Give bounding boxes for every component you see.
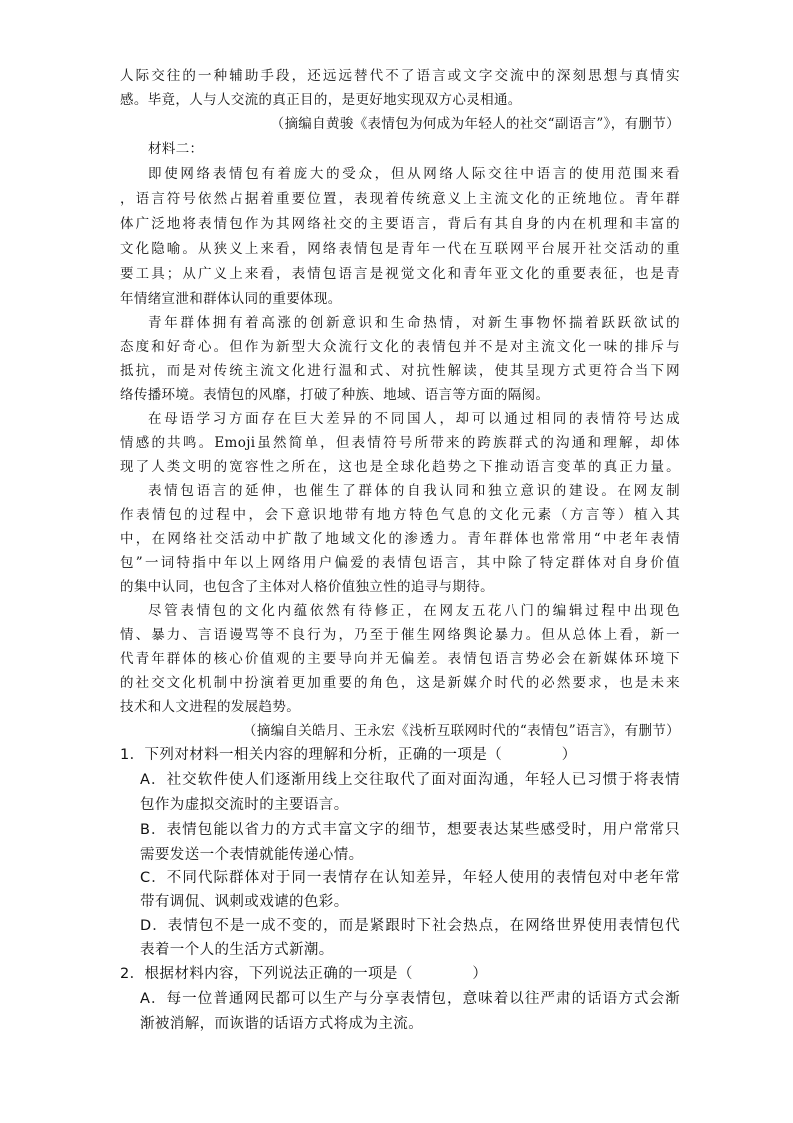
- paragraph-line: 的社交文化机制中扮演着更加重要的角色，这是新媒介时代的必然要求，也是未来: [120, 675, 680, 691]
- question1-option-d[interactable]: D．表情包不是一成不变的，而是紧跟时下社会热点，在网络世界使用表情包代: [140, 918, 680, 934]
- question1-option-a[interactable]: A．社交软件使人们逐渐用线上交往取代了面对面沟通，年轻人已习惯于将表情: [140, 772, 680, 788]
- paragraph-line: 络传播环境。表情包的风靡，打破了种族、地域、语言等方面的隔阂。: [120, 387, 550, 403]
- paragraph-line: 情感的共鸣。Emoji虽然简单，但表情符号所带来的跨族群式的沟通和理解，却体: [120, 435, 680, 451]
- paragraph-line: 年情绪宣泄和群体认同的重要体现。: [120, 291, 342, 307]
- paragraph-line: 中，在网络社交活动中扩散了地域文化的渗透力。青年群体也常常用“中老年表情: [120, 531, 680, 547]
- paragraph-line: 现了人类文明的宽容性之所在，这也是全球化趋势之下推动语言变革的真正力量。: [120, 459, 680, 475]
- question1-option-b-cont: 需要发送一个表情就能传递心情。: [140, 847, 364, 863]
- paragraph-line: 技术和人文进程的发展趋势。: [120, 699, 301, 715]
- paragraph-line: 情、暴力、言语谩骂等不良行为，乃至于催生网络舆论暴力。但从总体上看，新一: [120, 627, 680, 643]
- material2-heading: 材料二：: [148, 141, 204, 157]
- paragraph-line: 尽管表情包的文化内蕴依然有待修正，在网友五花八门的编辑过程中出现色: [148, 603, 680, 619]
- question1-option-d-cont: 表着一个人的生活方式新潮。: [140, 942, 334, 958]
- paragraph-line: 文化隐喻。从狭义上来看，网络表情包是青年一代在互联网平台展开社交活动的重: [120, 241, 680, 257]
- paragraph-line: 代青年群体的核心价值观的主要导向并无偏差。表情包语言势必会在新媒体环境下: [120, 651, 680, 667]
- paragraph-line: 在母语学习方面存在巨大差异的不同国人，却可以通过相同的表情符号达成: [148, 411, 680, 427]
- paragraph-line: 即使网络表情包有着庞大的受众，但从网络人际交往中语言的使用范围来看: [148, 166, 680, 182]
- paragraph-line: 态度和好奇心。但作为新型大众流行文化的表情包并不是对主流文化一味的排斥与: [120, 339, 680, 355]
- question2-option-a-cont: 渐被消解，而诙谐的话语方式将成为主流。: [140, 1016, 424, 1032]
- material1-line: 感。毕竟，人与人交流的真正目的，是更好地实现双方心灵相通。: [120, 92, 522, 108]
- paragraph-line: 作表情包的过程中，会下意识地带有地方特色气息的文化元素（方言等）植入其: [120, 507, 680, 523]
- question1-stem: 1．下列对材料一相关内容的理解和分析，正确的一项是（ ）: [120, 747, 577, 763]
- question2-option-a[interactable]: A．每一位普通网民都可以生产与分享表情包，意味着以往严肃的话语方式会渐: [140, 991, 680, 1007]
- question1-option-a-cont: 包作为虚拟交流时的主要语言。: [140, 797, 349, 813]
- paragraph-line: 抵抗，而是对传统主流文化进行温和式、对抗性解读，使其呈现方式更符合当下网: [120, 363, 680, 379]
- paragraph-line: ，语言符号依然占据着重要位置，表现着传统意义上主流文化的正统地位。青年群: [120, 191, 680, 207]
- material2-source: （摘编自关皓月、王永宏《浅析互联网时代的“表情包”语言》，有删节）: [242, 723, 680, 739]
- paragraph-line: 体广泛地将表情包作为其网络社交的主要语言，背后有其自身的内在机理和丰富的: [120, 216, 680, 232]
- paragraph-line: 青年群体拥有着高涨的创新意识和生命热情，对新生事物怀揣着跃跃欲试的: [148, 315, 680, 331]
- paragraph-line: 包”一词特指中年以上网络用户偏爱的表情包语言，其中除了特定群体对自身价值: [120, 555, 680, 571]
- paragraph-line: 要工具；从广义上来看，表情包语言是视觉文化和青年亚文化的重要表征，也是青: [120, 266, 680, 282]
- question1-option-c-cont: 带有调侃、讽刺或戏谑的色彩。: [140, 894, 349, 910]
- paragraph-line: 表情包语言的延伸，也催生了群体的自我认同和独立意识的建设。在网友制: [148, 483, 680, 499]
- material1-line: 人际交往的一种辅助手段，还远远替代不了语言或文字交流中的深刻思想与真情实: [120, 68, 680, 84]
- question1-option-c[interactable]: C．不同代际群体对于同一表情存在认知差异，年轻人使用的表情包对中老年常: [140, 870, 680, 886]
- question2-stem: 2．根据材料内容，下列说法正确的一项是（ ）: [120, 966, 488, 982]
- material1-source: （摘编自黄骏《表情包为何成为年轻人的社交“副语言”》，有删节）: [270, 116, 680, 132]
- question1-option-b[interactable]: B．表情包能以省力的方式丰富文字的细节，想要表达某些感受时，用户常常只: [140, 822, 680, 838]
- paragraph-line: 的集中认同，也包含了主体对人格价值独立性的追寻与期待。: [120, 579, 494, 595]
